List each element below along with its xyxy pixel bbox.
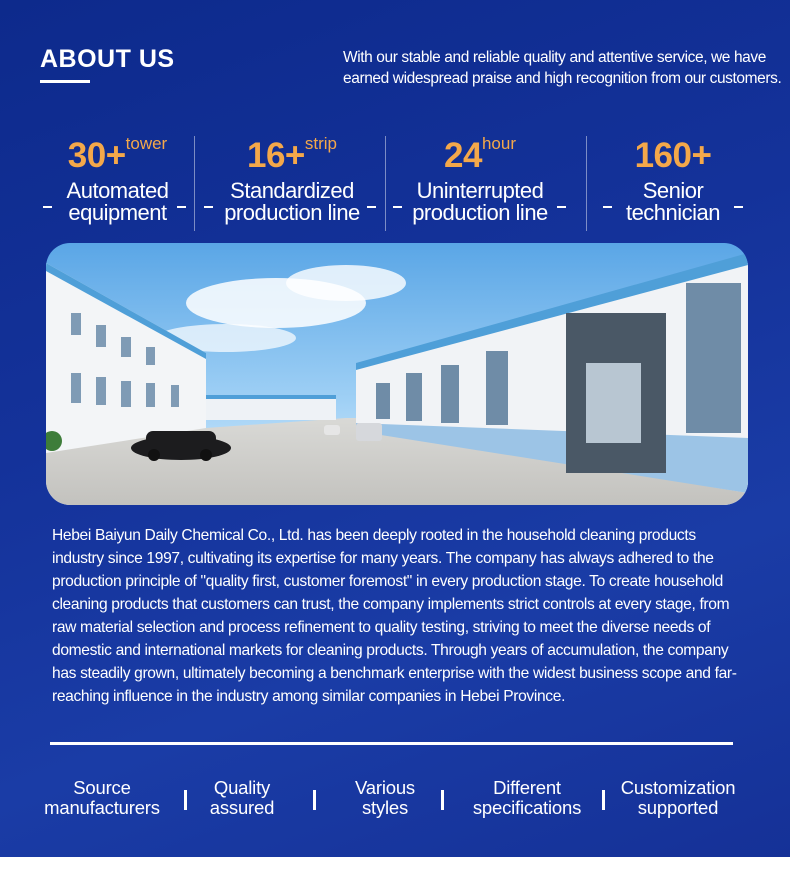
feature-quality-assured: Quality assured: [209, 777, 275, 818]
stat-divider: [194, 136, 195, 231]
feature-different-specifications: Different specifications: [472, 777, 582, 818]
feature-source-manufacturers: Source manufacturers: [44, 777, 160, 818]
dash-decoration: [367, 206, 376, 208]
feature-separator: [313, 790, 316, 810]
feature-separator: [184, 790, 187, 810]
dash-decoration: [557, 206, 566, 208]
dash-decoration: [393, 206, 402, 208]
stat-number: 30+: [67, 136, 126, 175]
stat-label: Uninterrupted production line: [412, 178, 548, 225]
factory-photo: [46, 243, 748, 505]
stat-number: 16+: [247, 136, 305, 175]
stat-number: 24: [444, 136, 482, 175]
stat-production-line: [212, 136, 372, 236]
title-underline: [40, 80, 90, 83]
dash-decoration: [204, 206, 213, 208]
stat-divider: [586, 136, 587, 231]
stat-senior-technician: [612, 136, 734, 236]
dash-decoration: [43, 206, 52, 208]
stat-automated-equipment: [55, 136, 180, 236]
feature-various-styles: Various styles: [355, 777, 415, 818]
stat-unit: hour: [481, 134, 516, 153]
company-description: Hebei Baiyun Daily Chemical Co., Ltd. has been deeply rooted in the household cleaning products industry since 1997, cultivating its expertise for many years. The company has always adhered to the production principle of "quality first, customer foremost" in every production stage. To create household cleaning products that customers can trust, the company implements strict controls at every stage, from raw material selection and process refinement to quality testing, striving to meet the diverse needs of domestic and international markets for cleaning products. Through years of accumulation, the company has steadily grown, ultimately becoming a benchmark enterprise with the widest business scope and far-reaching influence in the industry among similar companies in Hebei Province.: [52, 527, 737, 705]
feature-customization-supported: Customization supported: [620, 777, 736, 818]
section-divider: [50, 742, 733, 745]
stat-divider: [385, 136, 386, 231]
feature-separator: [602, 790, 605, 810]
stat-unit: strip: [304, 134, 337, 153]
dash-decoration: [734, 206, 743, 208]
stat-label: Senior technician: [625, 178, 721, 225]
stat-number: 160+: [634, 136, 712, 175]
stat-label: Automated equipment: [66, 178, 169, 225]
stat-label: Standardized production line: [224, 178, 360, 225]
stat-uninterrupted-production: [400, 136, 560, 236]
section-title: ABOUT US: [40, 45, 175, 73]
dash-decoration: [177, 206, 186, 208]
dash-decoration: [603, 206, 612, 208]
feature-separator: [441, 790, 444, 810]
stat-unit: tower: [125, 134, 168, 153]
section-description: With our stable and reliable quality and attentive service, we have earned widespread praise and high recognition from our customers.: [343, 49, 782, 87]
